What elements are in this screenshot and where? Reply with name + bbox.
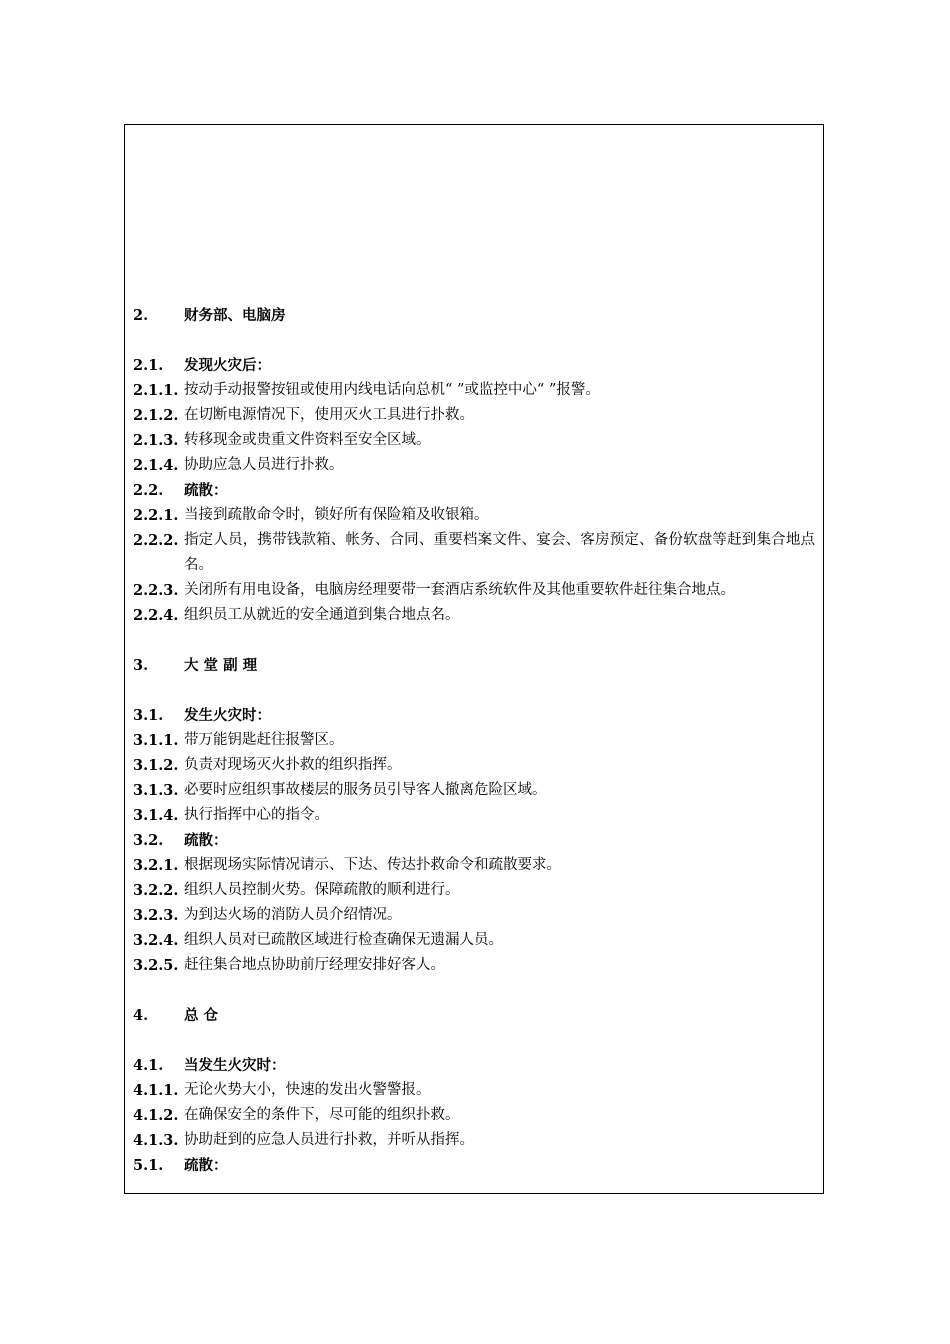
item-text: 当接到疏散命令时，锁好所有保险箱及收银箱。 — [184, 507, 489, 523]
list-item — [133, 453, 815, 478]
subsection-heading — [133, 1153, 815, 1178]
subsection-title: 疏散： — [184, 832, 228, 849]
section-heading — [133, 653, 815, 678]
list-item — [133, 728, 815, 753]
item-text: 指定人员，携带钱款箱、帐务、合同、重要档案文件、宴会、客房预定、备份软盘等赶到集合地点名。 — [184, 532, 815, 573]
item-number: 4.1.3. — [133, 1132, 179, 1149]
subsection-number: 4.1. — [133, 1057, 164, 1074]
section-number: 2. — [133, 307, 149, 324]
item-text: 负责对现场灭火扑救的组织指挥。 — [184, 757, 402, 773]
item-number: 2.2.4. — [133, 607, 179, 624]
item-number: 2.1.3. — [133, 432, 179, 449]
section-number: 4. — [133, 1007, 149, 1024]
subsection-heading — [133, 1053, 815, 1078]
subsection-number: 3.2. — [133, 832, 164, 849]
list-item — [133, 603, 815, 628]
section-title: 大 堂 副 理 — [184, 657, 258, 674]
section-heading — [133, 303, 815, 328]
list-item — [133, 503, 815, 528]
item-text: 赶往集合地点协助前厅经理安排好客人。 — [184, 957, 445, 973]
item-number: 4.1.1. — [133, 1082, 179, 1099]
item-number: 2.1.2. — [133, 407, 179, 424]
item-text: 执行指挥中心的指令。 — [184, 807, 329, 823]
item-text: 带万能钥匙赶往报警区。 — [184, 732, 344, 748]
list-item — [133, 403, 815, 428]
item-text: 协助赶到的应急人员进行扑救，并听从指挥。 — [184, 1132, 474, 1148]
item-number: 3.2.3. — [133, 907, 179, 924]
list-item — [133, 1078, 815, 1103]
item-number: 2.2.3. — [133, 582, 179, 599]
subsection-heading — [133, 828, 815, 853]
item-text: 无论火势大小，快速的发出火警警报。 — [184, 1082, 431, 1098]
list-item — [133, 803, 815, 828]
subsection-number: 2.1. — [133, 357, 164, 374]
item-number: 2.1.1. — [133, 382, 179, 399]
subsection-title: 当发生火灾时： — [184, 1057, 286, 1074]
item-number: 3.1.4. — [133, 807, 179, 824]
list-item — [133, 778, 815, 803]
list-item — [133, 1128, 815, 1153]
item-number: 2.2.2. — [133, 532, 179, 549]
item-number: 4.1.2. — [133, 1107, 179, 1124]
subsection-title: 疏散： — [184, 482, 228, 499]
item-text: 协助应急人员进行扑救。 — [184, 457, 344, 473]
item-text: 在确保安全的条件下，尽可能的组织扑救。 — [184, 1107, 460, 1123]
section-title: 总 仓 — [184, 1007, 219, 1024]
item-number: 2.1.4. — [133, 457, 179, 474]
list-item — [133, 578, 815, 603]
list-item — [133, 853, 815, 878]
item-number: 3.2.2. — [133, 882, 179, 899]
subsection-heading — [133, 478, 815, 503]
subsection-number: 2.2. — [133, 482, 164, 499]
subsection-number: 3.1. — [133, 707, 164, 724]
item-text: 组织人员控制火势。保障疏散的顺利进行。 — [184, 882, 460, 898]
section-heading — [133, 1003, 815, 1028]
document-content — [133, 303, 815, 1178]
item-number: 3.2.5. — [133, 957, 179, 974]
subsection-heading — [133, 703, 815, 728]
list-item — [133, 928, 815, 953]
item-number: 3.1.1. — [133, 732, 179, 749]
item-text: 根据现场实际情况请示、下达、传达扑救命令和疏散要求。 — [184, 857, 561, 873]
item-number: 3.1.2. — [133, 757, 179, 774]
list-item — [133, 528, 815, 578]
subsection-title: 发现火灾后： — [184, 357, 271, 374]
list-item — [133, 953, 815, 978]
item-text: 组织员工从就近的安全通道到集合地点名。 — [184, 607, 460, 623]
item-text: 关闭所有用电设备，电脑房经理要带一套酒店系统软件及其他重要软件赶往集合地点。 — [184, 582, 735, 598]
list-item — [133, 1103, 815, 1128]
item-text: 为到达火场的消防人员介绍情况。 — [184, 907, 402, 923]
document-frame — [124, 124, 824, 1194]
item-text: 必要时应组织事故楼层的服务员引导客人撤离危险区域。 — [184, 782, 547, 798]
subsection-heading — [133, 353, 815, 378]
list-item — [133, 428, 815, 453]
list-item — [133, 378, 815, 403]
section-number: 3. — [133, 657, 149, 674]
item-text: 在切断电源情况下，使用灭火工具进行扑救。 — [184, 407, 474, 423]
item-text: 组织人员对已疏散区域进行检查确保无遗漏人员。 — [184, 932, 503, 948]
item-text: 转移现金或贵重文件资料至安全区域。 — [184, 432, 431, 448]
list-item — [133, 903, 815, 928]
item-number: 2.2.1. — [133, 507, 179, 524]
item-number: 3.1.3. — [133, 782, 179, 799]
item-number: 3.2.4. — [133, 932, 179, 949]
item-number: 3.2.1. — [133, 857, 179, 874]
list-item — [133, 753, 815, 778]
subsection-title: 疏散： — [184, 1157, 228, 1174]
subsection-number: 5.1. — [133, 1157, 164, 1174]
list-item — [133, 878, 815, 903]
subsection-title: 发生火灾时： — [184, 707, 271, 724]
item-text: 按动手动报警按钮或使用内线电话向总机“ ”或监控中心“ ”报警。 — [184, 382, 600, 398]
section-title: 财务部、电脑房 — [184, 307, 286, 324]
